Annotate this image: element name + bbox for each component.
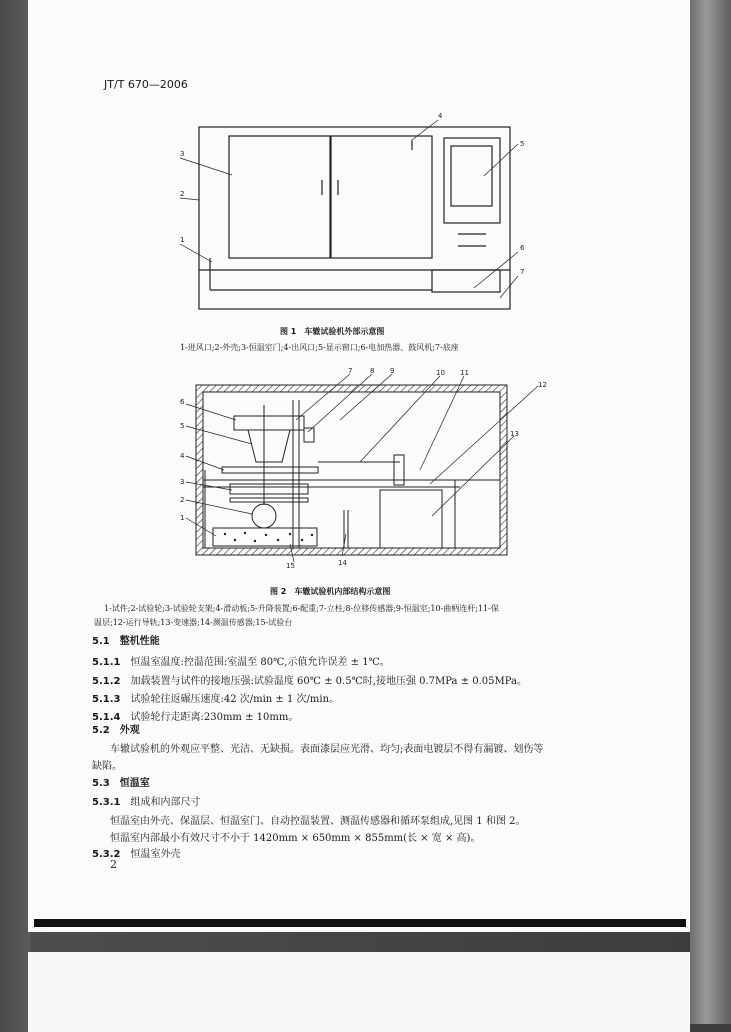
chamber-paragraph-line1: 恒温室由外壳、保温层、恒温室门、自动控温装置、测温传感器和循环泵组成,见图 1 和图 2。 [110,816,526,827]
fig2-label-5: 5 [180,422,185,430]
figure-2-title: 图 2 车辙试验机内部结构示意图 [270,587,391,596]
section-5-1-4: 5.1.4 试验轮行走距离:230mm ± 10mm。 [92,712,299,723]
appearance-paragraph-line2: 缺陷。 [92,761,122,772]
fig2-label-12: 12 [538,381,547,389]
fig1-label-1: 1 [180,236,185,244]
section-5-1: 5.1 整机性能 [92,636,160,647]
fig2-label-10: 10 [436,369,445,377]
fig2-label-2: 2 [180,496,185,504]
fig2-label-1: 1 [180,514,185,522]
fig2-label-3: 3 [180,478,185,486]
section-5-2: 5.2 外观 [92,725,140,736]
figure-2-legend-line1: 1-试件;2-试验轮;3-试验轮支架;4-滑动板;5-升降装置;6-配重;7-立柱;8-位移传感器;9-恒温室;10-曲柄连杆;11-保 [104,604,499,613]
appearance-paragraph-line1: 车辙试验机的外观应平整、光洁、无缺损。表面漆层应光滑、均匀;表面电镀层不得有漏镀、划伤等 [110,744,544,755]
fig1-label-3: 3 [180,150,185,158]
figure-1-title: 图 1 车辙试验机外部示意图 [280,327,385,336]
fig1-label-7: 7 [520,268,525,276]
page-number: 2 [110,858,117,871]
fig2-label-4: 4 [180,452,185,460]
fig1-label-4: 4 [438,112,443,120]
section-5-1-3: 5.1.3 试验轮往返碾压速度:42 次/min ± 1 次/min。 [92,694,340,705]
figure-2-diagram [180,367,547,570]
fig1-label-5: 5 [520,140,525,148]
section-5-3-2: 5.3.2 恒温室外壳 [92,849,181,860]
fig1-label-6: 6 [520,244,525,252]
figure-2-legend-line2: 温层;12-运行导轨;13-变速器;14-测温传感器;15-试验台 [94,618,293,627]
section-5-1-1: 5.1.1 恒温室温度:控温范围:室温至 80℃,示值允许误差 ± 1℃。 [92,657,390,668]
fig2-label-13: 13 [510,430,519,438]
fig2-label-6: 6 [180,398,185,406]
chamber-paragraph-line2: 恒温室内部最小有效尺寸不小于 1420mm × 650mm × 855mm(长 × 宽 × 高)。 [110,833,481,844]
fig2-label-15: 15 [286,562,295,570]
fig2-label-14: 14 [338,559,347,567]
fig2-label-7: 7 [348,367,353,375]
section-5-3-1: 5.3.1 组成和内部尺寸 [92,797,201,808]
section-5-1-2: 5.1.2 加载装置与试件的接地压强:试验温度 60℃ ± 0.5℃时,接地压强 0.7MPa ± 0.05MPa。 [92,676,527,687]
fig2-label-11: 11 [460,369,469,377]
figure-1-legend: 1-进风口;2-外壳;3-恒温室门;4-出风口;5-显示窗口;6-电加热器、鼓风机;7-底座 [180,343,459,352]
fig1-label-2: 2 [180,190,185,198]
standard-number: JT/T 670—2006 [104,78,188,91]
section-5-3: 5.3 恒温室 [92,778,150,789]
fig2-label-9: 9 [390,367,395,375]
fig2-label-8: 8 [370,367,375,375]
